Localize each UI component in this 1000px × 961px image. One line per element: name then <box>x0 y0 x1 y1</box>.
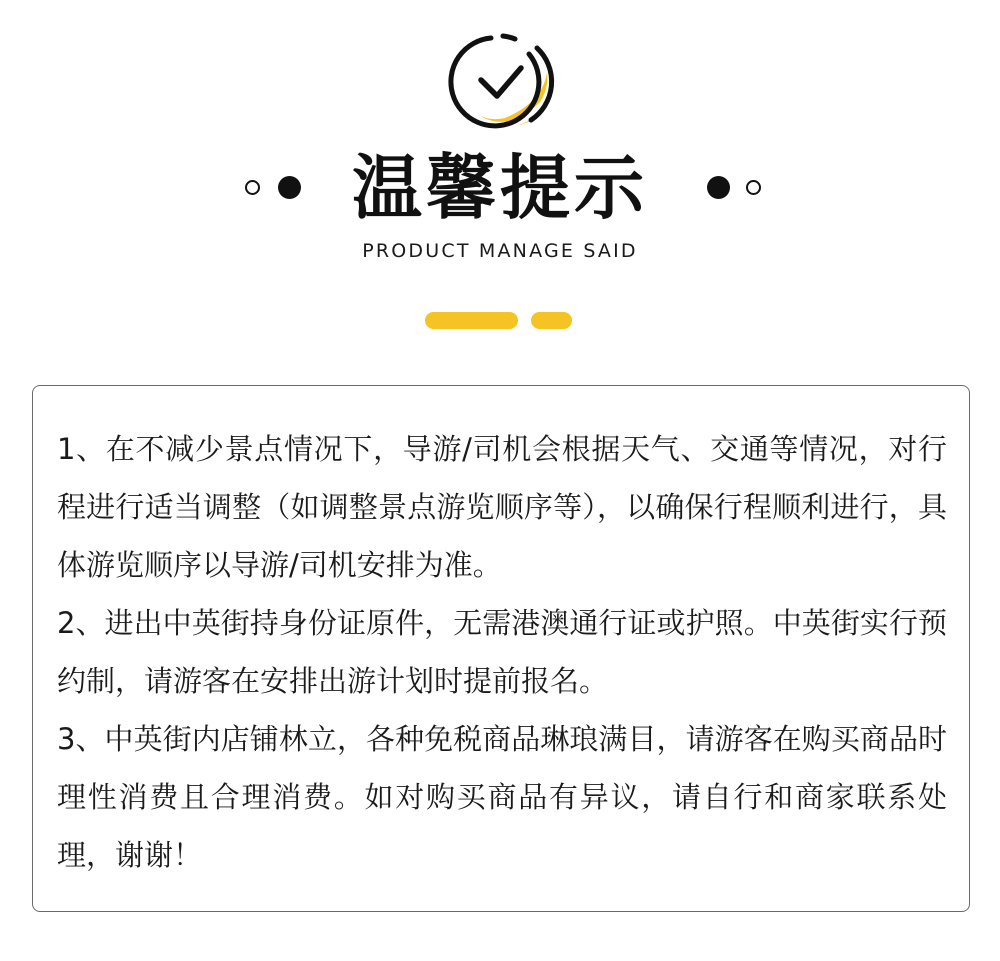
accent-bar-short <box>531 312 572 329</box>
notice-item: 1、在不减少景点情况下，导游/司机会根据天气、交通等情况，对行程进行适当调整（如调整景点游览顺序等），以确保行程顺利进行，具体游览顺序以导游/司机安排为准。 <box>57 432 947 582</box>
decorative-ring-dot-right <box>746 180 761 195</box>
notice-header <box>0 0 1000 360</box>
notice-box <box>32 385 970 912</box>
accent-bar-long <box>425 312 518 329</box>
decorative-solid-dot-right <box>707 176 730 199</box>
title-row <box>0 140 1000 236</box>
notice-item: 3、中英街内店铺林立，各种免税商品琳琅满目，请游客在购买商品时理性消费且合理消费。如对购买商品有异议，请自行和商家联系处理，谢谢！ <box>57 722 947 872</box>
check-circle-icon <box>445 32 561 132</box>
notice-item: 2、进出中英街持身份证原件，无需港澳通行证或护照。中英街实行预约制，请游客在安排出游计划时提前报名。 <box>57 606 947 698</box>
notice-list <box>57 420 947 884</box>
page-title: 温馨提示 <box>352 147 648 229</box>
page-subtitle: PRODUCT MANAGE SAID <box>362 240 638 262</box>
